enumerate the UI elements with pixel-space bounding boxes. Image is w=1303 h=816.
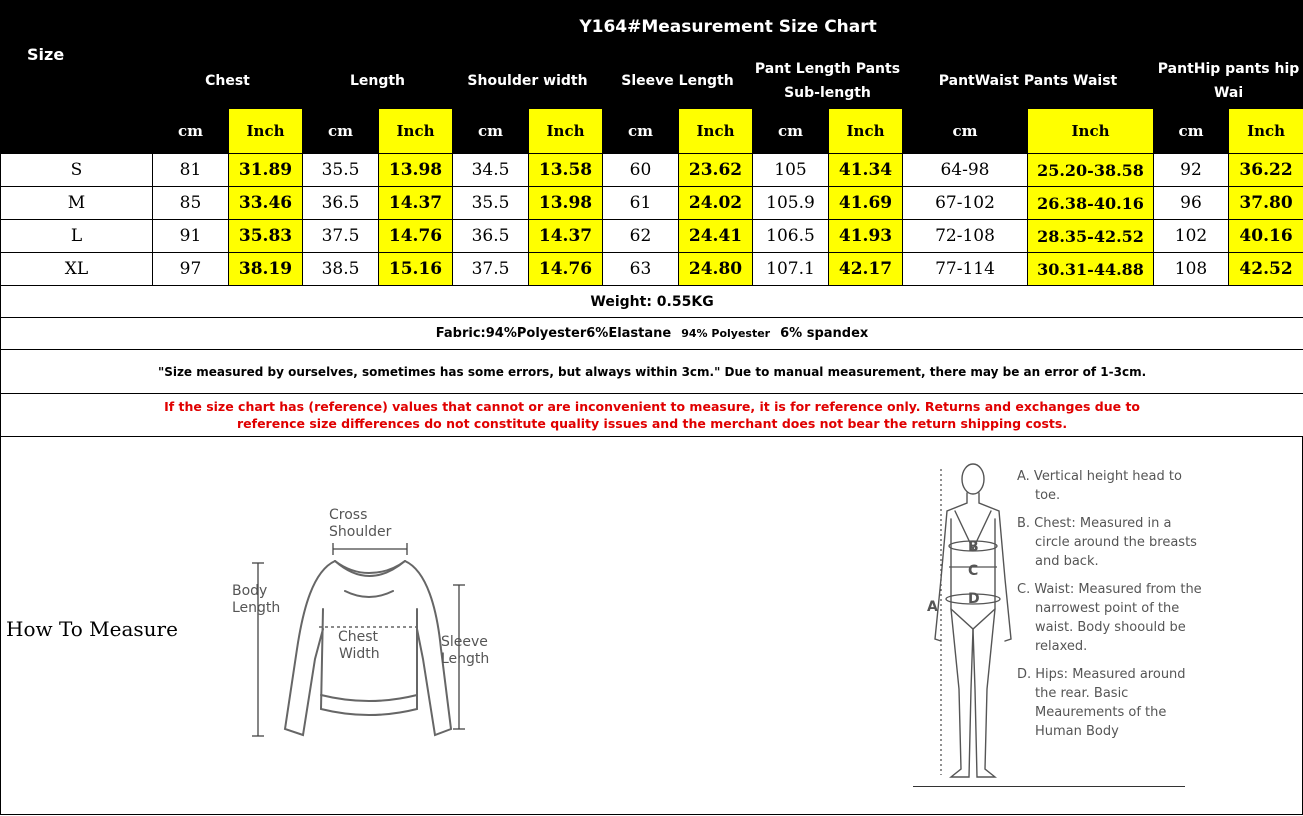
warning-line-1: If the size chart has (reference) values that cannot or are inconvenient to measure, it is for reference only. Returns and exchanges due to [164,399,1141,414]
legend-underline [913,786,1185,787]
table-cell: 41.69 [829,187,903,220]
size-header: Size [1,1,153,109]
legend-text-b: B. Chest: Measured in a circle around the breasts and back. [1017,516,1197,569]
table-cell: 36.22 [1229,154,1303,187]
group-header-pant-waist: PantWaist Pants Waist [903,53,1154,109]
unit-inch: Inch [229,109,303,154]
table-cell: 28.35-42.52 [1028,220,1154,253]
table-cell: 41.34 [829,154,903,187]
table-cell: 91 [153,220,229,253]
unit-cm: cm [903,109,1028,154]
table-cell: 13.98 [379,154,453,187]
table-row-xl [1,253,1303,286]
chest-width-label-2: Width [339,646,380,662]
unit-inch: Inch [1028,109,1154,154]
table-cell: 38.5 [303,253,379,286]
table-cell: 64-98 [903,154,1028,187]
unit-inch: Inch [529,109,603,154]
group-header-sleeve-length: Sleeve Length [603,53,753,109]
table-cell: 102 [1154,220,1229,253]
size-label: L [1,220,153,253]
table-cell: 14.76 [529,253,603,286]
table-cell: 14.37 [529,220,603,253]
unit-cm: cm [603,109,679,154]
mark-c: C [968,563,979,579]
table-cell: 42.52 [1229,253,1303,286]
body-diagram [921,459,1021,789]
unit-cm: cm [453,109,529,154]
unit-cm: cm [1154,109,1229,154]
table-cell: 67-102 [903,187,1028,220]
unit-inch: Inch [679,109,753,154]
size-label: S [1,154,153,187]
mark-a: A [927,599,938,615]
table-cell: 41.93 [829,220,903,253]
fabric-main: Fabric:94%Polyester6%Elastane [435,326,672,341]
weight-info: Weight: 0.55KG [1,286,1303,318]
cross-shoulder-label-1: Cross [329,507,368,523]
table-cell: 61 [603,187,679,220]
size-header-spacer [1,109,153,154]
table-cell: 34.5 [453,154,529,187]
group-header-shoulder-width: Shoulder width [453,53,603,109]
table-cell: 36.5 [453,220,529,253]
chest-width-label-1: Chest [338,629,379,645]
table-cell: 13.98 [529,187,603,220]
fabric-polyester: 94% Polyester [681,327,771,340]
body-length-label-1: Body [232,583,268,599]
table-cell: 14.37 [379,187,453,220]
how-to-measure-label: How To Measure [6,617,178,641]
legend-item-d [1017,665,1207,741]
legend-text-d: D. Hips: Measured around the rear. Basic Meaurements of the Human Body [1017,667,1186,739]
warning-line-2: reference size differences do not constitute quality issues and the merchant does not bear the return shipping costs. [237,416,1068,431]
table-cell: 62 [603,220,679,253]
table-cell: 15.16 [379,253,453,286]
table-cell: 97 [153,253,229,286]
table-cell: 35.5 [303,154,379,187]
table-cell: 105 [753,154,829,187]
sleeve-length-label-2: Length [441,651,490,667]
legend-item-b [1017,514,1207,571]
fabric-spandex: 6% spandex [780,326,869,341]
table-cell: 23.62 [679,154,753,187]
table-cell: 37.80 [1229,187,1303,220]
return-warning [1,394,1303,437]
table-cell: 14.76 [379,220,453,253]
table-cell: 24.41 [679,220,753,253]
legend-text-a: A. Vertical height head to toe. [1017,469,1182,503]
table-cell: 107.1 [753,253,829,286]
legend-item-a [1017,467,1207,505]
table-cell: 25.20-38.58 [1028,154,1154,187]
garment-diagram [223,499,523,759]
table-cell: 77-114 [903,253,1028,286]
measurement-note: "Size measured by ourselves, sometimes has some errors, but always within 3cm." Due to manual measurement, there may be an error of 1-3cm. [1,350,1303,394]
table-cell: 31.89 [229,154,303,187]
fabric-info [1,318,1303,350]
body-marks [927,539,980,615]
body-figure [935,464,1011,777]
group-header-length: Length [303,53,453,109]
table-cell: 24.02 [679,187,753,220]
table-cell: 96 [1154,187,1229,220]
group-header-pant-hip: PantHip pants hip Wai [1154,53,1303,109]
table-cell: 36.5 [303,187,379,220]
unit-inch: Inch [1229,109,1303,154]
table-row-s [1,154,1303,187]
unit-cm: cm [753,109,829,154]
table-cell: 26.38-40.16 [1028,187,1154,220]
table-cell: 92 [1154,154,1229,187]
unit-inch: Inch [379,109,453,154]
table-cell: 33.46 [229,187,303,220]
body-measure-legend [1017,467,1207,750]
table-cell: 13.58 [529,154,603,187]
unit-inch: Inch [829,109,903,154]
cross-shoulder-label-2: Shoulder [329,524,392,540]
table-cell: 40.16 [1229,220,1303,253]
how-to-measure-panel [0,437,1303,815]
sleeve-length-label-1: Sleeve [441,634,488,650]
unit-cm: cm [153,109,229,154]
group-header-pant-length: Pant Length Pants Sub-length [753,53,903,109]
table-cell: 35.83 [229,220,303,253]
garment-labels [232,507,489,667]
legend-item-c [1017,580,1207,656]
unit-cm: cm [303,109,379,154]
body-length-label-2: Length [232,600,281,616]
table-cell: 30.31-44.88 [1028,253,1154,286]
chart-title: Y164#Measurement Size Chart [153,1,1303,53]
table-row-m [1,187,1303,220]
legend-text-c: C. Waist: Measured from the narrowest point of the waist. Body shoould be relaxed. [1017,582,1202,654]
table-cell: 37.5 [453,253,529,286]
table-cell: 108 [1154,253,1229,286]
table-cell: 37.5 [303,220,379,253]
table-cell: 35.5 [453,187,529,220]
group-header-chest: Chest [153,53,303,109]
table-cell: 85 [153,187,229,220]
table-cell: 60 [603,154,679,187]
size-label: XL [1,253,153,286]
size-label: M [1,187,153,220]
mark-b: B [968,539,979,555]
table-cell: 105.9 [753,187,829,220]
table-row-l [1,220,1303,253]
table-cell: 72-108 [903,220,1028,253]
table-cell: 42.17 [829,253,903,286]
table-cell: 106.5 [753,220,829,253]
table-cell: 24.80 [679,253,753,286]
table-cell: 81 [153,154,229,187]
mark-d: D [968,591,980,607]
table-cell: 38.19 [229,253,303,286]
table-cell: 63 [603,253,679,286]
